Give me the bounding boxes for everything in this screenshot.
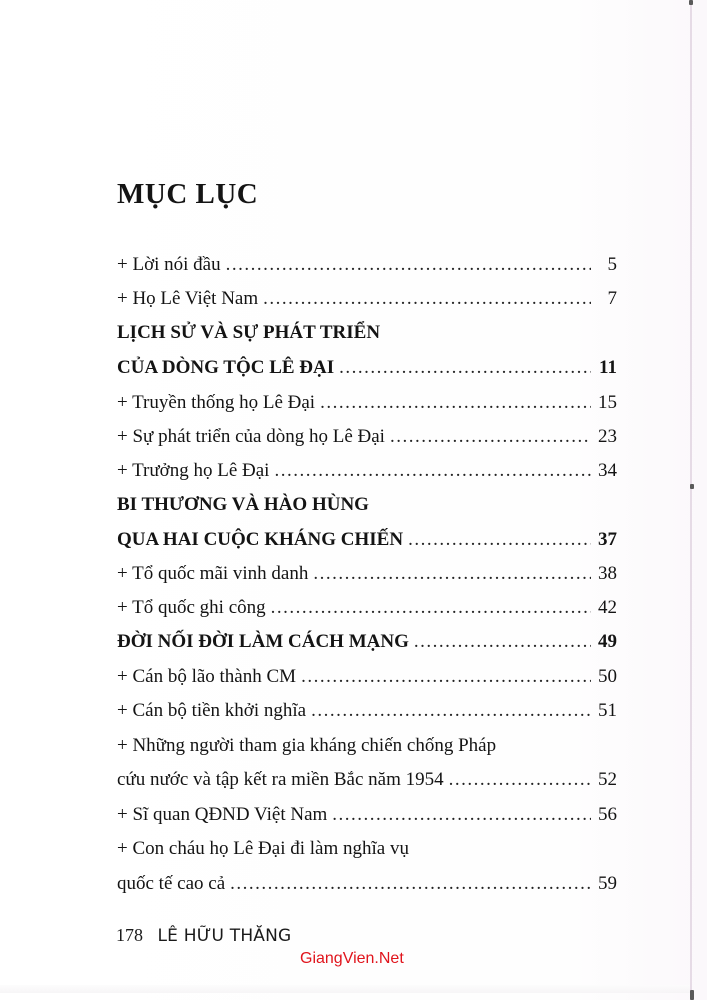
- dot-leader: [339, 357, 591, 379]
- toc-entry[interactable]: [117, 426, 617, 460]
- toc-entry-page: 42: [598, 597, 617, 618]
- toc-entry-label: + Tổ quốc mãi vinh danh: [117, 563, 309, 584]
- toc-entry-label: BI THƯƠNG VÀ HÀO HÙNG: [117, 494, 369, 515]
- toc-entry-label: cứu nước và tập kết ra miền Bắc năm 1954: [117, 769, 444, 790]
- toc-entry[interactable]: [117, 873, 617, 907]
- toc-entry-label: LỊCH SỬ VÀ SỰ PHÁT TRIỂN: [117, 322, 381, 343]
- toc-entry-page: 50: [598, 666, 617, 687]
- page-edge: [690, 0, 692, 1000]
- toc-entry-label: + Trưởng họ Lê Đại: [117, 460, 270, 481]
- watermark: GiangVien.Net: [300, 950, 404, 967]
- toc-section-heading[interactable]: [117, 631, 617, 665]
- toc-entry-label: + Sĩ quan QĐND Việt Nam: [117, 804, 328, 825]
- toc-entry-label: + Tổ quốc ghi công: [117, 597, 266, 618]
- dot-leader: [313, 563, 591, 585]
- dot-leader: [390, 426, 591, 448]
- dot-leader: [226, 254, 591, 276]
- toc-entry-page: 34: [598, 460, 617, 481]
- toc-entry-page: 5: [607, 254, 617, 275]
- toc-entry[interactable]: [117, 563, 617, 597]
- toc-entry[interactable]: [117, 838, 617, 872]
- toc-entry[interactable]: [117, 666, 617, 700]
- author-name: LÊ HỮU THĂNG: [157, 926, 292, 946]
- dot-leader: [408, 529, 591, 551]
- toc-entry-page: 23: [598, 426, 617, 447]
- dot-leader: [311, 700, 591, 722]
- dot-leader: [274, 460, 591, 482]
- toc-entry-label: + Sự phát triển của dòng họ Lê Đại: [117, 426, 385, 447]
- toc-section-heading[interactable]: [117, 357, 617, 391]
- toc-entry[interactable]: [117, 700, 617, 734]
- toc-entry-label: + Con cháu họ Lê Đại đi làm nghĩa vụ: [117, 838, 409, 859]
- toc-entry-page: 49: [598, 631, 617, 652]
- page-footer: [116, 925, 291, 946]
- toc-entry[interactable]: [117, 460, 617, 494]
- toc-entry-label: + Truyền thống họ Lê Đại: [117, 392, 316, 413]
- toc-entry-label: + Họ Lê Việt Nam: [117, 288, 259, 309]
- toc-entry-page: 7: [607, 288, 617, 309]
- toc-entry-page: 15: [598, 392, 617, 413]
- dot-leader: [263, 288, 591, 310]
- toc-entry-label: QUA HAI CUỘC KHÁNG CHIẾN: [117, 529, 404, 550]
- toc-entry[interactable]: [117, 597, 617, 631]
- toc-entry[interactable]: [117, 804, 617, 838]
- scan-bleed-through: [0, 985, 690, 993]
- toc-entry-label: ĐỜI NỐI ĐỜI LÀM CÁCH MẠNG: [117, 631, 409, 652]
- page-number: 178: [116, 925, 143, 945]
- toc-section-heading[interactable]: [117, 529, 617, 563]
- toc-entry-page: 56: [598, 804, 617, 825]
- toc-entry-label: + Lời nói đầu: [117, 254, 221, 275]
- scan-mark: [689, 0, 693, 5]
- dot-leader: [320, 392, 591, 414]
- dot-leader: [301, 666, 591, 688]
- toc-entry-page: 52: [598, 769, 617, 790]
- toc-section-heading[interactable]: [117, 322, 617, 356]
- scan-mark: [690, 990, 694, 1000]
- toc-section-heading[interactable]: [117, 494, 617, 528]
- toc-entry[interactable]: [117, 769, 617, 803]
- toc-entry-page: 51: [598, 700, 617, 721]
- toc-entry-label: + Cán bộ lão thành CM: [117, 666, 297, 687]
- toc-entry-label: quốc tế cao cả: [117, 873, 226, 894]
- toc-entry-label: + Những người tham gia kháng chiến chống Pháp: [117, 735, 497, 756]
- toc-entry-label: + Cán bộ tiền khởi nghĩa: [117, 700, 307, 721]
- toc-entry-label: CỦA DÒNG TỘC LÊ ĐẠI: [117, 357, 335, 378]
- scan-mark: [690, 484, 694, 489]
- toc-entry-page: 59: [598, 873, 617, 894]
- toc-entry[interactable]: [117, 392, 617, 426]
- toc-entry-page: 11: [599, 357, 617, 378]
- dot-leader: [449, 769, 591, 791]
- dot-leader: [230, 873, 591, 895]
- dot-leader: [271, 597, 591, 619]
- toc-entry[interactable]: [117, 254, 617, 288]
- toc-entry-page: 37: [598, 529, 617, 550]
- toc-entry[interactable]: [117, 288, 617, 322]
- toc-entry[interactable]: [117, 735, 617, 769]
- toc-entry-page: 38: [598, 563, 617, 584]
- dot-leader: [332, 804, 591, 826]
- toc-title: MỤC LỤC: [117, 178, 259, 210]
- dot-leader: [414, 631, 591, 653]
